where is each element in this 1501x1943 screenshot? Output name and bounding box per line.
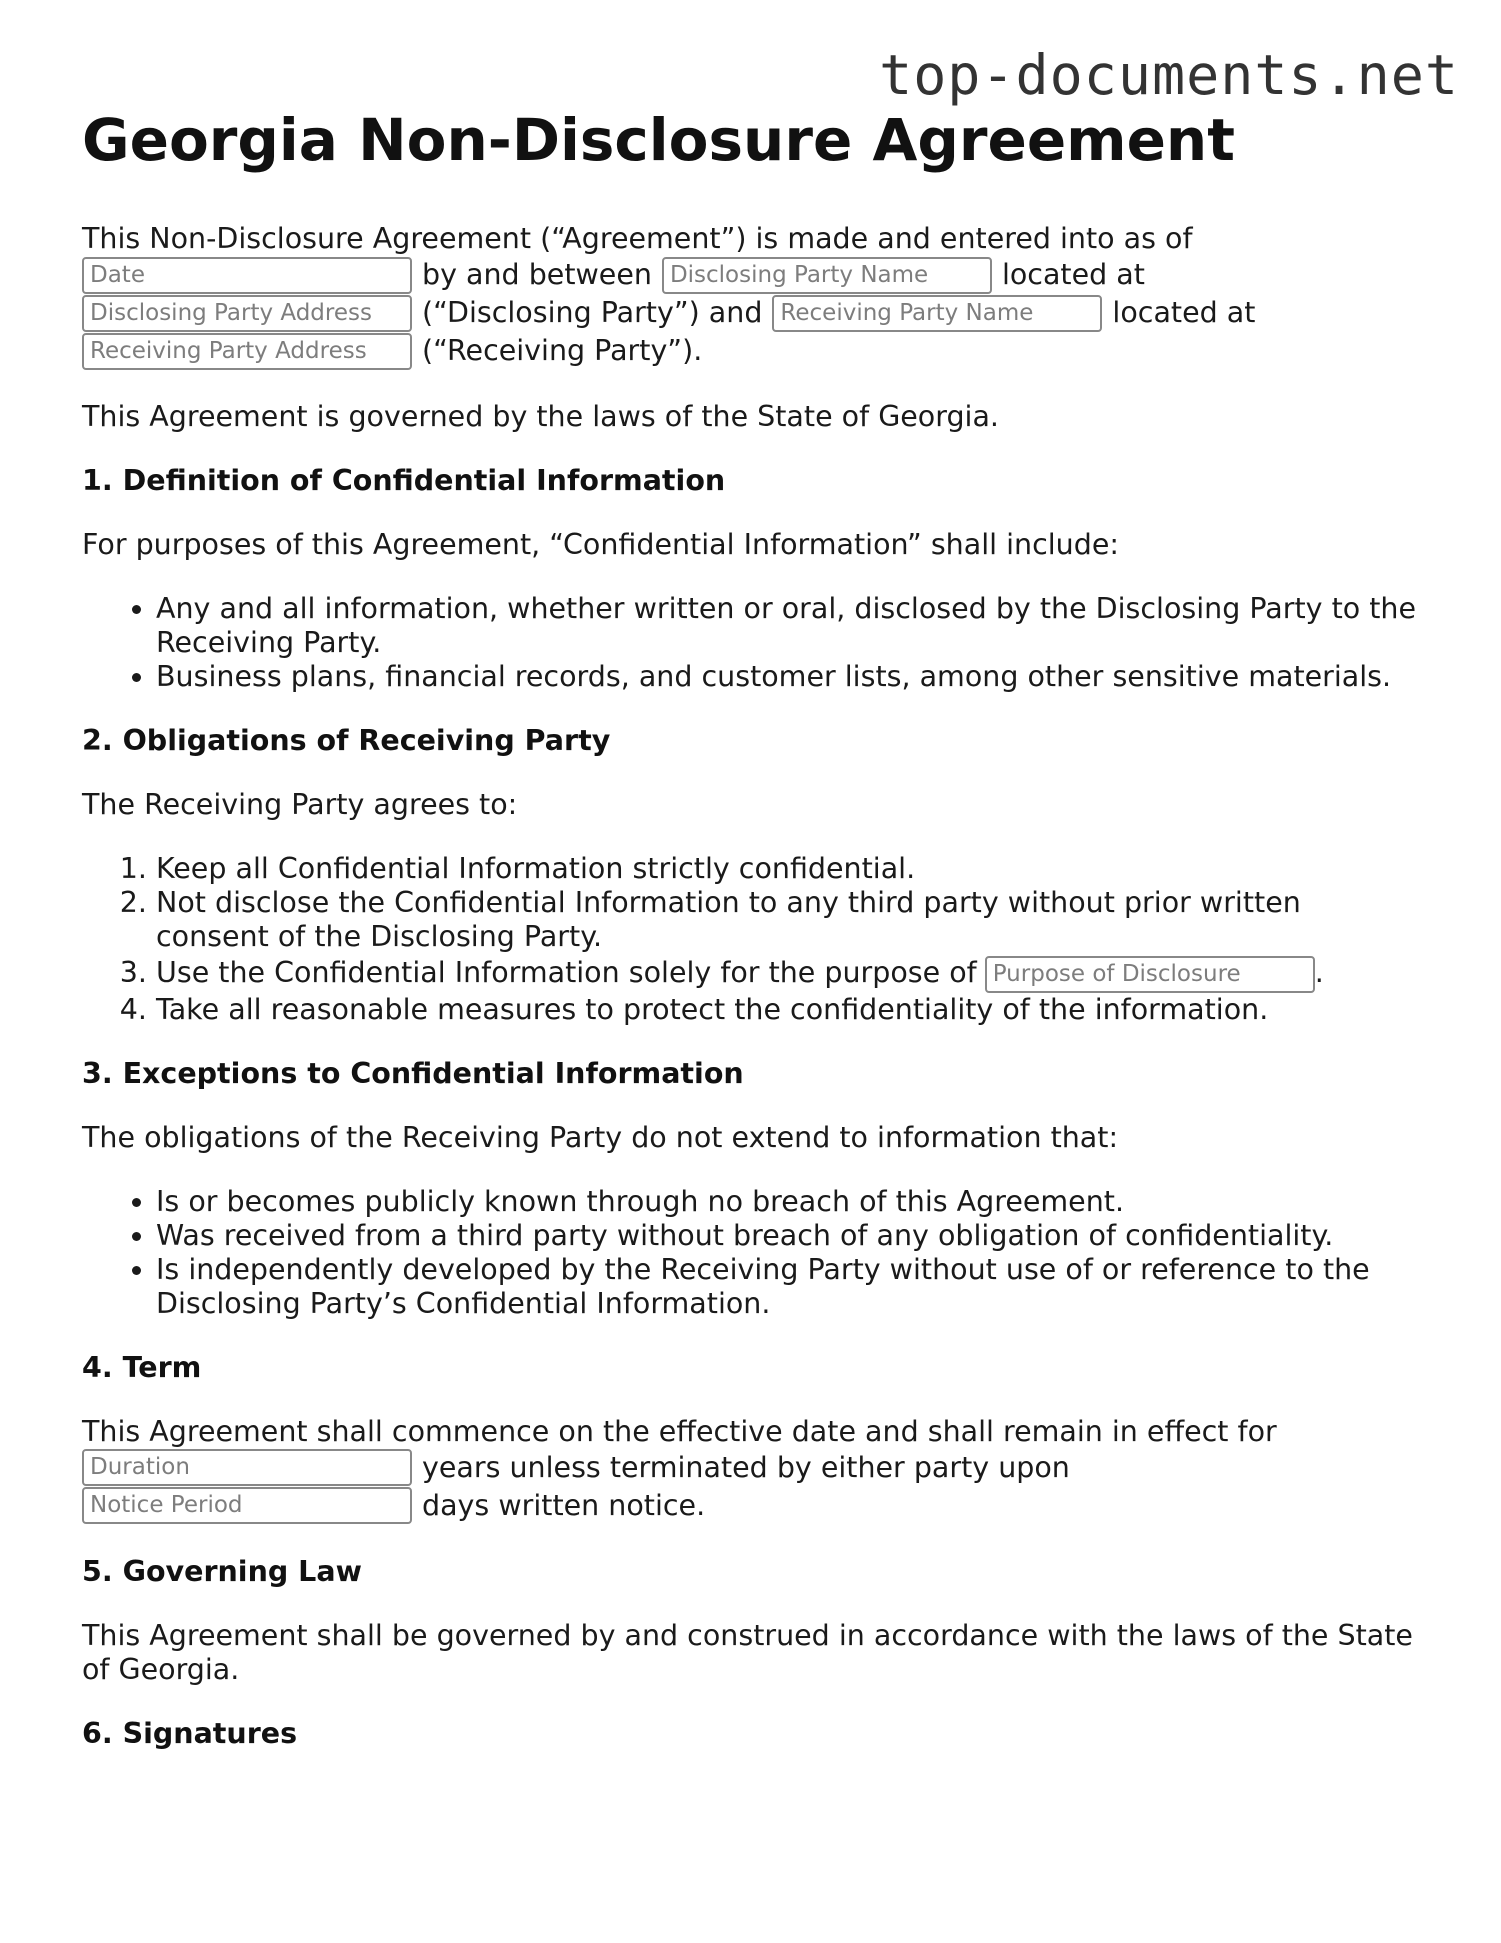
receiving-party-address-field[interactable]: Receiving Party Address [82,333,412,370]
document-title: Georgia Non-Disclosure Agreement [82,106,1235,174]
located-at-text-1: located at [1001,258,1145,291]
list-item: • Is or becomes publicly known through no breach of this Agreement. [156,1185,1422,1219]
disclosing-party-address-field[interactable]: Disclosing Party Address [82,295,412,332]
intro-paragraph [82,222,1422,370]
receiving-party-name-field[interactable]: Receiving Party Name [772,295,1102,332]
duration-field[interactable]: Duration [82,1449,412,1486]
by-and-between-text: by and between [422,258,652,291]
list-item: 3. Use the Confidential Information solely for the purpose of Purpose of Disclosure . [156,954,1422,993]
date-field[interactable]: Date [82,257,412,294]
term-line-1: This Agreement shall commence on the effective date and shall remain in effect for [82,1414,1277,1448]
section-2-lead: The Receiving Party agrees to: [82,788,518,821]
section-3-lead: The obligations of the Receiving Party do not extend to information that: [82,1120,1119,1154]
list-item: 1. Keep all Confidential Information strictly confidential. [156,852,1422,886]
section-2-list [82,852,1422,1027]
section-5-title: 5. Governing Law [82,1554,362,1588]
purpose-of-disclosure-field[interactable]: Purpose of Disclosure [985,956,1315,993]
document-page [82,100,1422,1781]
governed-line: This Agreement is governed by the laws of the State of Georgia. [82,400,999,433]
section-6-title: 6. Signatures [82,1716,298,1750]
section-3-title: 3. Exceptions to Confidential Information [82,1056,744,1090]
notice-period-field[interactable]: Notice Period [82,1487,412,1524]
disclosing-party-name-field[interactable]: Disclosing Party Name [662,257,992,294]
list-item: • Any and all information, whether written or oral, disclosed by the Disclosing Party to the Receiving Party. [156,592,1422,660]
years-text: years unless terminated by either party upon [422,1451,1070,1484]
section-3-list [82,1185,1422,1321]
disclosing-party-and-text: (“Disclosing Party”) and [422,296,763,329]
term-paragraph [82,1415,1422,1525]
list-item: 4. Take all reasonable measures to protect the confidentiality of the information. [156,993,1422,1027]
list-item: 2. Not disclose the Confidential Information to any third party without prior written consent of the Disclosing Party. [156,886,1422,954]
list-item: • Was received from a third party without breach of any obligation of confidentiality. [156,1219,1422,1253]
section-2-title: 2. Obligations of Receiving Party [82,724,611,757]
section-1-title: 1. Definition of Confidential Information [82,464,726,497]
section-4-title: 4. Term [82,1350,202,1384]
receiving-party-end-text: (“Receiving Party”). [422,334,703,367]
watermark: top-documents.net [879,43,1459,107]
list-item: • Is independently developed by the Receiving Party without use of or reference to the Disclosing Party’s Confidential Information. [156,1253,1422,1321]
section-5-text: This Agreement shall be governed by and construed in accordance with the laws of the State of Georgia. [82,1618,1413,1686]
located-at-text-2: located at [1112,296,1256,329]
section-1-list [82,592,1422,694]
list-item: • Business plans, financial records, and customer lists, among other sensitive materials. [156,660,1422,694]
section-1-lead: For purposes of this Agreement, “Confidential Information” shall include: [82,528,1119,561]
intro-line-1: This Non-Disclosure Agreement (“Agreement”) is made and entered into as of [82,222,1193,255]
days-text: days written notice. [422,1489,706,1522]
